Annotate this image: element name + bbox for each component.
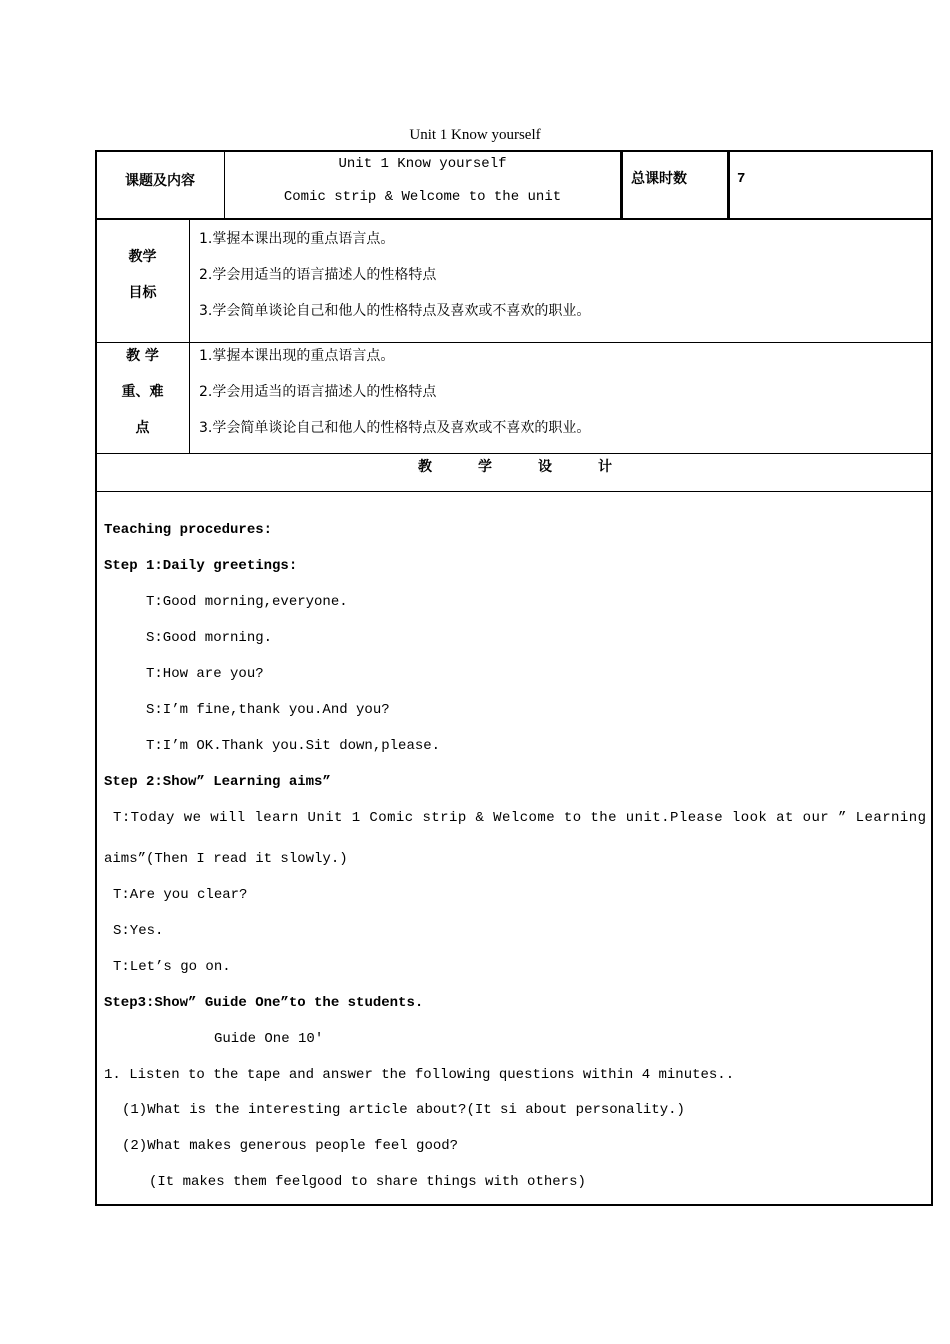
topic-label: 课题及内容 — [125, 173, 195, 189]
step1-title: Step 1:Daily greetings: — [104, 558, 298, 574]
dialog-line: S:I’m fine,thank you.And you? — [146, 702, 390, 718]
question-1b-answer: (It makes them feelgood to share things with others) — [149, 1174, 586, 1190]
step2-title: Step 2:Show” Learning aims” — [104, 774, 331, 790]
topic-line-1: Unit 1 Know yourself — [338, 156, 507, 172]
key-points-label-1: 教 学 — [126, 348, 159, 364]
document-title: Unit 1 Know yourself — [409, 127, 541, 143]
key-point-item: 1.掌握本课出现的重点语言点。 — [199, 348, 395, 364]
procedures-heading: Teaching procedures: — [104, 522, 273, 538]
step2-paragraph-line-2: aims”(Then I read it slowly.) — [104, 851, 348, 867]
dialog-line: T:Good morning,everyone. — [146, 594, 348, 610]
dialog-line: T:How are you? — [146, 666, 264, 682]
objective-item: 2.学会用适当的语言描述人的性格特点 — [199, 267, 437, 283]
hours-label: 总课时数 — [631, 171, 687, 187]
design-header-char: 计 — [598, 459, 612, 475]
dialog-line: S:Yes. — [113, 923, 164, 939]
dialog-line: T:Are you clear? — [113, 887, 248, 903]
question-1b: (2)What makes generous people feel good? — [122, 1138, 459, 1154]
question-1a: (1)What is the interesting article about?(It si about personality.) — [122, 1102, 685, 1118]
key-points-label-2: 重、难 — [121, 384, 164, 400]
key-point-item: 3.学会简单谈论自己和他人的性格特点及喜欢或不喜欢的职业。 — [199, 420, 591, 436]
topic-line-2: Comic strip & Welcome to the unit — [283, 189, 562, 205]
dialog-line: T:Let’s go on. — [113, 959, 231, 975]
design-header-char: 学 — [478, 459, 492, 475]
objective-item: 3.学会简单谈论自己和他人的性格特点及喜欢或不喜欢的职业。 — [199, 303, 591, 319]
objectives-label-2: 目标 — [128, 285, 157, 301]
objectives-label-1: 教学 — [128, 249, 157, 265]
key-point-item: 2.学会用适当的语言描述人的性格特点 — [199, 384, 437, 400]
step2-paragraph-line-1: T:Today we will learn Unit 1 Comic strip & Welcome to the unit.Please look at our ” Learning — [113, 810, 927, 826]
dialog-line: T:I’m OK.Thank you.Sit down,please. — [146, 738, 441, 754]
guide-title: Guide One 10′ — [214, 1031, 324, 1047]
question-1: 1. Listen to the tape and answer the following questions within 4 minutes.. — [104, 1067, 735, 1083]
design-header-char: 设 — [538, 459, 552, 475]
design-header-char: 教 — [418, 459, 432, 475]
dialog-line: S:Good morning. — [146, 630, 273, 646]
hours-value: 7 — [737, 171, 746, 187]
key-points-label-3: 点 — [135, 420, 150, 436]
objective-item: 1.掌握本课出现的重点语言点。 — [199, 231, 395, 247]
step3-title: Step3:Show” Guide One”to the students. — [104, 995, 424, 1011]
